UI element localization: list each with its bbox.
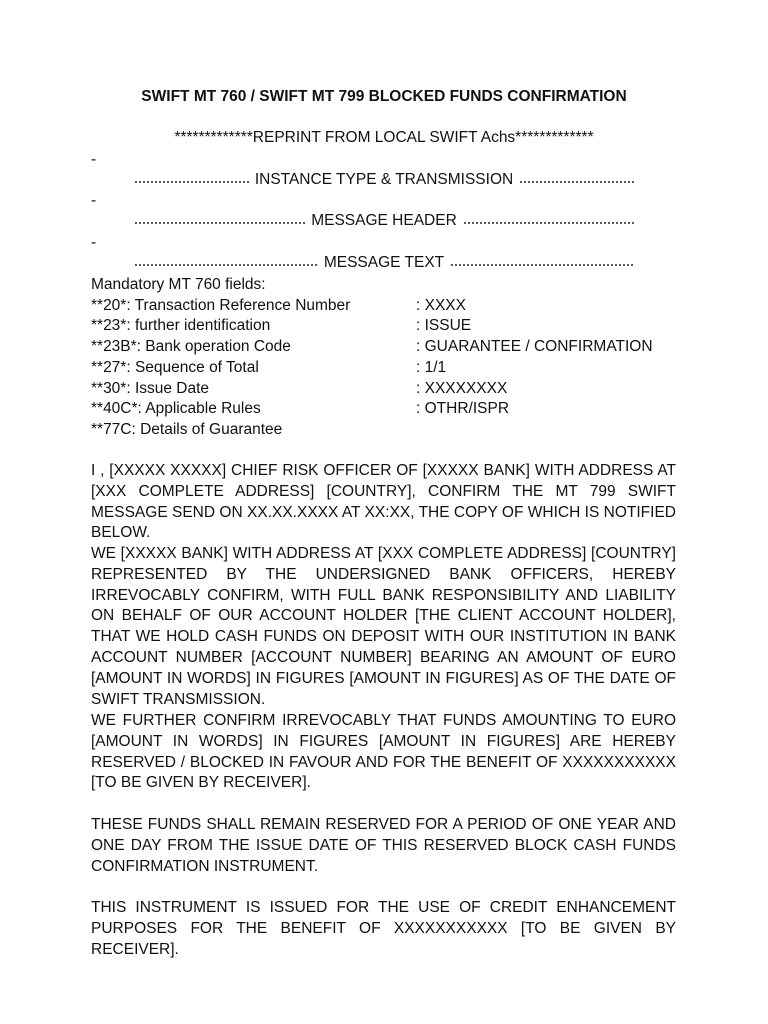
field-row <box>91 337 691 357</box>
field-value: : OTHR/ISPR <box>416 400 510 417</box>
document-title: SWIFT MT 760 / SWIFT MT 799 BLOCKED FUNDS CONFIRMATION <box>141 88 627 105</box>
dotted-leader <box>450 264 634 266</box>
field-row <box>91 379 691 399</box>
dotted-leader <box>134 181 249 183</box>
field-name: **23B*: Bank operation Code <box>91 338 291 355</box>
paragraph-funds-deposit: WE [XXXXX BANK] WITH ADDRESS AT [XXX COMPLETE ADDRESS] [COUNTRY] REPRESENTED BY THE UNDERSIGNED BANK OFFICERS, HEREBY IRREVOCABLY CONFIRM, WITH FULL BANK RESPONSIBILITY AND LIABILITY ON BEHALF OF OUR ACCOUNT HOLDER [THE CLIENT ACCOUNT HOLDER], THAT WE HOLD CASH FUNDS ON DEPOSIT WITH OUR INSTITUTION IN BANK ACCOUNT NUMBER [ACCOUNT NUMBER] BEARING AN AMOUNT OF EURO [AMOUNT IN WORDS] IN FIGURES [AMOUNT IN FIGURES] AS OF THE DATE OF SWIFT TRANSMISSION. <box>91 545 676 708</box>
field-name: **27*: Sequence of Total <box>91 359 259 376</box>
section-label: INSTANCE TYPE & TRANSMISSION <box>254 171 514 188</box>
paragraph-reservation-period: THESE FUNDS SHALL REMAIN RESERVED FOR A PERIOD OF ONE YEAR AND ONE DAY FROM THE ISSUE DATE OF THIS RESERVED BLOCK CASH FUNDS CONFIRMATION INSTRUMENT. <box>91 816 676 875</box>
dash-marker: - <box>91 192 97 209</box>
field-name: **77C: Details of Guarantee <box>91 421 283 438</box>
section-label: MESSAGE HEADER <box>311 212 457 229</box>
dotted-leader <box>134 222 305 224</box>
dotted-leader <box>463 222 634 224</box>
paragraph-funds-blocked: WE FURTHER CONFIRM IRREVOCABLY THAT FUNDS AMOUNTING TO EURO [AMOUNT IN WORDS] IN FIGURES [AMOUNT IN FIGURES] ARE HEREBY RESERVED / BLOCKED IN FAVOUR AND FOR THE BENEFIT OF XXXXXXXXXXX [TO BE GIVEN BY RECEIVER]. <box>91 712 676 792</box>
dotted-leader <box>134 264 318 266</box>
section-message-text <box>134 253 634 273</box>
field-value: : XXXX <box>416 297 466 314</box>
section-message-header <box>134 211 634 231</box>
field-row <box>91 296 691 316</box>
field-value: : ISSUE <box>416 317 472 334</box>
field-name: **23*: further identification <box>91 317 271 334</box>
field-name: **40C*: Applicable Rules <box>91 400 261 417</box>
section-instance-type <box>134 170 634 190</box>
paragraph-confirmation: I , [XXXXX XXXXX] CHIEF RISK OFFICER OF [XXXXX BANK] WITH ADDRESS AT [XXX COMPLETE ADDRESS] [COUNTRY], CONFIRM THE MT 799 SWIFT MESSAGE SEND ON XX.XX.XXXX AT XX:XX, THE COPY OF WHICH IS NOTIFIED BELOW. <box>91 462 676 542</box>
dotted-leader <box>519 181 634 183</box>
field-row <box>91 316 691 336</box>
field-row <box>91 358 691 378</box>
field-value: : 1/1 <box>416 359 447 376</box>
reprint-banner: *************REPRINT FROM LOCAL SWIFT Achs************* <box>174 129 594 146</box>
section-label: MESSAGE TEXT <box>323 254 445 271</box>
field-value: : GUARANTEE / CONFIRMATION <box>416 338 653 355</box>
fields-heading: Mandatory MT 760 fields: <box>91 276 266 293</box>
dash-marker: - <box>91 234 97 251</box>
field-name: **20*: Transaction Reference Number <box>91 297 351 314</box>
paragraph-instrument-purpose: THIS INSTRUMENT IS ISSUED FOR THE USE OF CREDIT ENHANCEMENT PURPOSES FOR THE BENEFIT OF XXXXXXXXXXX [TO BE GIVEN BY RECEIVER]. <box>91 899 676 958</box>
field-row <box>91 420 691 440</box>
dash-marker: - <box>91 151 97 168</box>
field-value: : XXXXXXXX <box>416 380 508 397</box>
field-name: **30*: Issue Date <box>91 380 210 397</box>
field-row <box>91 399 691 419</box>
